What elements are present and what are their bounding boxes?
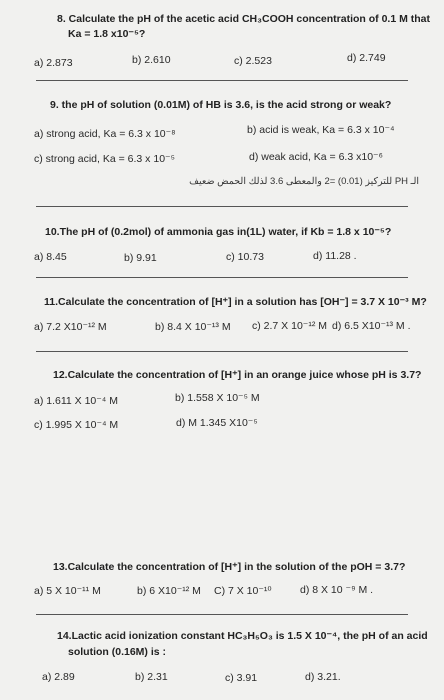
question-11: 11.Calculate the concentration of [H⁺] in a solution has [OH⁻] = 3.7 X 10⁻³ M? [44, 296, 427, 308]
q11-option-b: b) 8.4 X 10⁻¹³ M [155, 321, 231, 333]
question-9: 9. the pH of solution (0.01M) of HB is 3.6, is the acid strong or weak? [50, 99, 392, 111]
q13-option-b: b) 6 X10⁻¹² M [137, 585, 201, 597]
q9-option-a: a) strong acid, Ka = 6.3 x 10⁻⁸ [34, 128, 176, 140]
q13-option-d: d) 8 X 10 ⁻⁹ M . [300, 584, 374, 596]
q14-option-d: d) 3.21. [305, 671, 341, 683]
q14-option-a: a) 2.89 [42, 671, 75, 683]
divider [36, 206, 408, 207]
q9-option-b: b) acid is weak, Ka = 6.3 x 10⁻⁴ [247, 124, 395, 136]
divider [36, 277, 408, 278]
q9-option-d: d) weak acid, Ka = 6.3 x10⁻⁶ [249, 151, 383, 163]
divider [36, 614, 408, 615]
q10-option-a: a) 8.45 [34, 251, 67, 263]
q12-option-b: b) 1.558 X 10⁻⁵ M [175, 392, 260, 404]
q10-option-b: b) 9.91 [124, 252, 157, 264]
q8-option-d: d) 2.749 [347, 52, 386, 64]
q13-option-a: a) 5 X 10⁻¹¹ M [34, 585, 101, 597]
q14-option-c: c) 3.91 [225, 672, 258, 684]
q10-option-d: d) 11.28 . [313, 250, 357, 262]
q12-option-c: c) 1.995 X 10⁻⁴ M [34, 419, 119, 431]
q13-option-c: C) 7 X 10⁻¹⁰ [214, 585, 272, 597]
q12-option-a: a) 1.611 X 10⁻⁴ M [34, 395, 118, 407]
arabic-note: الـ PH للتركيز (0.01) =2 والمعطى 3.6 لذلك الحمض ضعيف [189, 176, 419, 187]
q8-option-b: b) 2.610 [132, 54, 171, 66]
q8-option-c: c) 2.523 [234, 55, 272, 67]
q12-option-d: d) M 1.345 X10⁻⁵ [176, 417, 258, 429]
divider [36, 80, 408, 81]
q14-option-b: b) 2.31 [135, 671, 168, 683]
question-8-line2: Ka = 1.8 x10⁻⁵? [68, 28, 146, 40]
question-14-line2: solution (0.16M) is : [68, 646, 167, 658]
question-10: 10.The pH of (0.2mol) of ammonia gas in(1L) water, if Kb = 1.8 x 10⁻⁵? [45, 226, 392, 238]
q11-option-c: c) 2.7 X 10⁻¹² M [252, 320, 327, 332]
q10-option-c: c) 10.73 [226, 251, 264, 263]
q11-option-d: d) 6.5 X10⁻¹³ M . [332, 320, 411, 332]
q9-option-c: c) strong acid, Ka = 6.3 x 10⁻⁵ [34, 153, 175, 165]
q8-option-a: a) 2.873 [34, 57, 73, 69]
divider [36, 351, 408, 352]
question-12: 12.Calculate the concentration of [H⁺] in an orange juice whose pH is 3.7? [53, 369, 422, 381]
q11-option-a: a) 7.2 X10⁻¹² M [34, 321, 107, 333]
question-8-line1: 8. Calculate the pH of the acetic acid CH₃COOH concentration of 0.1 M that [57, 13, 431, 25]
question-13: 13.Calculate the concentration of [H⁺] in the solution of the pOH = 3.7? [53, 561, 406, 573]
question-14-line1: 14.Lactic acid ionization constant HC₃H₅O₃ is 1.5 X 10⁻⁴, the pH of an acid [57, 630, 428, 642]
